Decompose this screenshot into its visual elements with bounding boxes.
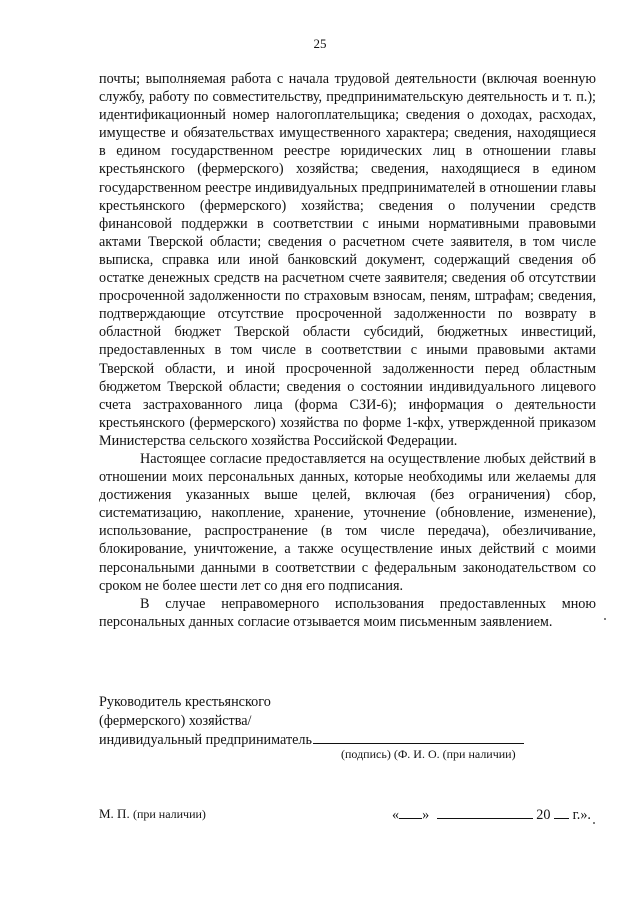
document-body [99, 70, 596, 631]
signature-block [99, 693, 524, 750]
date-field [392, 806, 591, 824]
stamp-note: (при наличии) [132, 807, 206, 821]
stamp-label: М. П. [99, 806, 130, 821]
paragraph-revocation: В случае неправомерного использования предоставленных мною персональных данных согласие отзывается моим письменным заявлением. [99, 595, 596, 630]
year-field[interactable] [554, 806, 569, 819]
scan-speck [593, 822, 595, 824]
stamp-placeholder [99, 806, 206, 822]
month-field[interactable] [437, 806, 533, 819]
date-suffix: г.». [572, 807, 591, 823]
signer-title-line-2: (фермерского) хозяйства/ [99, 712, 252, 729]
scan-speck [604, 618, 606, 620]
signature-caption: (подпись) (Ф. И. О. (при наличии) [341, 747, 516, 761]
signer-title-line-1: Руководитель крестьянского [99, 694, 271, 710]
year-prefix: 20 [536, 807, 551, 823]
date-close-quote: » [422, 807, 430, 823]
day-field[interactable] [399, 806, 422, 819]
page-number: 25 [313, 36, 327, 51]
paragraph-consent-scope: Настоящее согласие предоставляется на осуществление любых действий в отношении моих персональных данных, которые необходимы или желаемы для достижения указанных выше целей, включая (без ограничения) сбор, систематизацию, накопление, хранение, уточнение (обновление, изменение), использование, распространение (в том числе передача), обезличивание, блокирование, уничтожение, а также осуществление иных действий с моими персональными данными в соответствии с федеральным законодательством со сроком не более шести лет со дня его подписания. [99, 450, 596, 594]
signer-title-line-3: индивидуальный предприниматель [99, 732, 312, 748]
signature-field[interactable] [313, 730, 524, 744]
paragraph-data-list: почты; выполняемая работа с начала трудовой деятельности (включая военную службу, работу по совместительству, предпринимательскую деятельность и т. п.); идентификационный номер налогоплательщика; сведения о доходах, расходах, имуществе и обязательствах имущественного характера; сведения, находящиеся в едином государственном реестре юридических лиц в отношении главы крестьянского (фермерского) хозяйства; сведения, находящиеся в едином государственном реестре индивидуальных предпринимателей в отношении главы крестьянского (фермерского) хозяйства; сведения о получении средств финансовой поддержки в соответствии с иными нормативными правовыми актами Тверской области; сведения о расчетном счете заявителя, в том числе выписка, справка или иной банковский документ, содержащий сведения об остатке денежных средств на расчетном счете заявителя; сведения об отсутствии просроченной задолженности по страховым взносам, пеням, штрафам; сведения, подтверждающие отсутствие просроченной задолженности по возврату в областной бюджет Тверской области субсидий, бюджетных инвестиций, предоставленных в том числе в соответствии с иными правовыми актами Тверской области, и иной просроченной задолженности перед областным бюджетом Тверской области; сведения о состоянии индивидуального лицевого счета застрахованного лица (форма СЗИ-6); информация о деятельности крестьянского (фермерского) хозяйства по форме 1-кфх, утвержденной приказом Министерства сельского хозяйства Российской Федерации. [99, 71, 596, 449]
date-open-quote: « [392, 807, 400, 823]
